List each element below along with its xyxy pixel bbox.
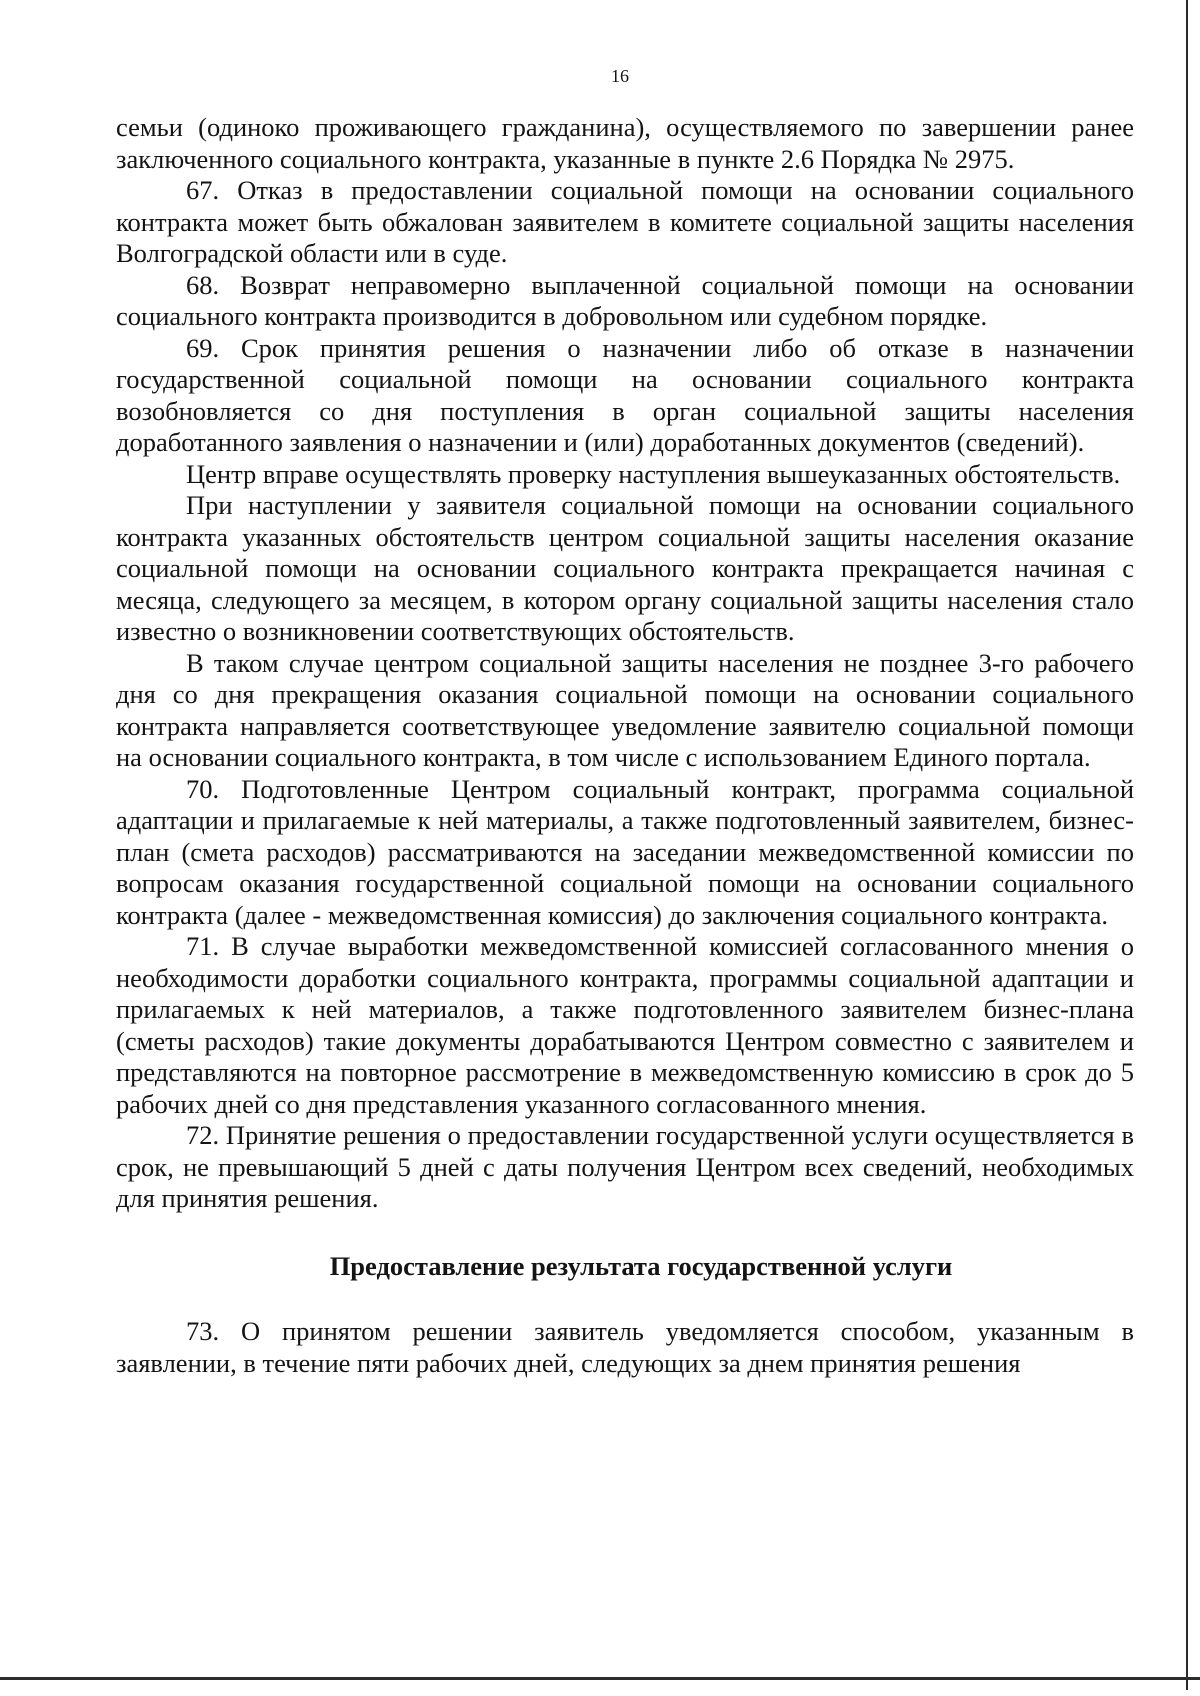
paragraph-72: 72. Принятие решения о предоставлении государственной услуги осуществляется в срок, не превышающий 5 дней с даты получения Центром всех сведений, необходимых для принятия решения. — [116, 1120, 1134, 1213]
paragraph-71: 71. В случае выработки межведомственной комиссией согласованного мнения о необходимости доработки социального контракта, программы социальной адаптации и прилагаемых к ней материалов, а также подготовленного заявителем бизнес-плана (сметы расходов) такие документы дорабатываются Центром совместно с заявителем и представляются на повторное рассмотрение в межведомственную комиссию в срок до 5 рабочих дней со дня представления указанного согласованного мнения. — [116, 931, 1134, 1119]
paragraph-68: 68. Возврат неправомерно выплаченной социальной помощи на основании социального контракта производится в добровольном или судебном порядке. — [116, 269, 1134, 331]
paragraph-73: 73. О принятом решении заявитель уведомляется способом, указанным в заявлении, в течение пяти рабочих дней, следующих за днем принятия решения — [116, 1316, 1134, 1378]
paragraph-continuation: семьи (одиноко проживающего гражданина), осуществляемого по завершении ранее заключенного социального контракта, указанные в пункте 2.6 Порядка № 2975. — [116, 112, 1134, 174]
paragraph-69: 69. Срок принятия решения о назначении либо об отказе в назначении государственной социальной помощи на основании социального контракта возобновляется со дня поступления в орган социальной защиты населения доработанного заявления о назначении и (или) доработанных документов (сведений). — [116, 332, 1134, 457]
paragraph-69-notification: В таком случае центром социальной защиты населения не позднее 3-го рабочего дня со дня прекращения оказания социальной помощи на основании социального контракта направляется соответствующее уведомление заявителю социальной помощи на основании социального контракта, в том числе с использованием Единого портала. — [116, 647, 1134, 772]
paragraph-69-center-right: Центр вправе осуществлять проверку наступления вышеуказанных обстоятельств. — [186, 458, 1121, 489]
document-body — [116, 112, 1134, 1379]
paragraph-70: 70. Подготовленные Центром социальный контракт, программа социальной адаптации и прилагаемые к ней материалы, а также подготовленный заявителем, бизнес-план (смета расходов) рассматриваются на заседании межведомственной комиссии по вопросам оказания государственной социальной помощи на основании социального контракта (далее - межведомственная комиссия) до заключения социального контракта. — [116, 773, 1134, 930]
scan-bottom-border — [0, 1677, 1200, 1680]
paragraph-67: 67. Отказ в предоставлении социальной помощи на основании социального контракта может быть обжалован заявителем в комитете социальной защиты населения Волгоградской области или в суде. — [116, 175, 1134, 268]
scan-right-border — [1186, 0, 1188, 1690]
section-heading: Предоставление результата государственной услуги — [329, 1250, 953, 1281]
page-number: 16 — [611, 66, 629, 86]
paragraph-69-circumstances: При наступлении у заявителя социальной помощи на основании социального контракта указанных обстоятельств центром социальной защиты населения оказание социальной помощи на основании социального контракта прекращается начиная с месяца, следующего за месяцем, в котором органу социальной защиты населения стало известно о возникновении соответствующих обстоятельств. — [116, 490, 1134, 646]
